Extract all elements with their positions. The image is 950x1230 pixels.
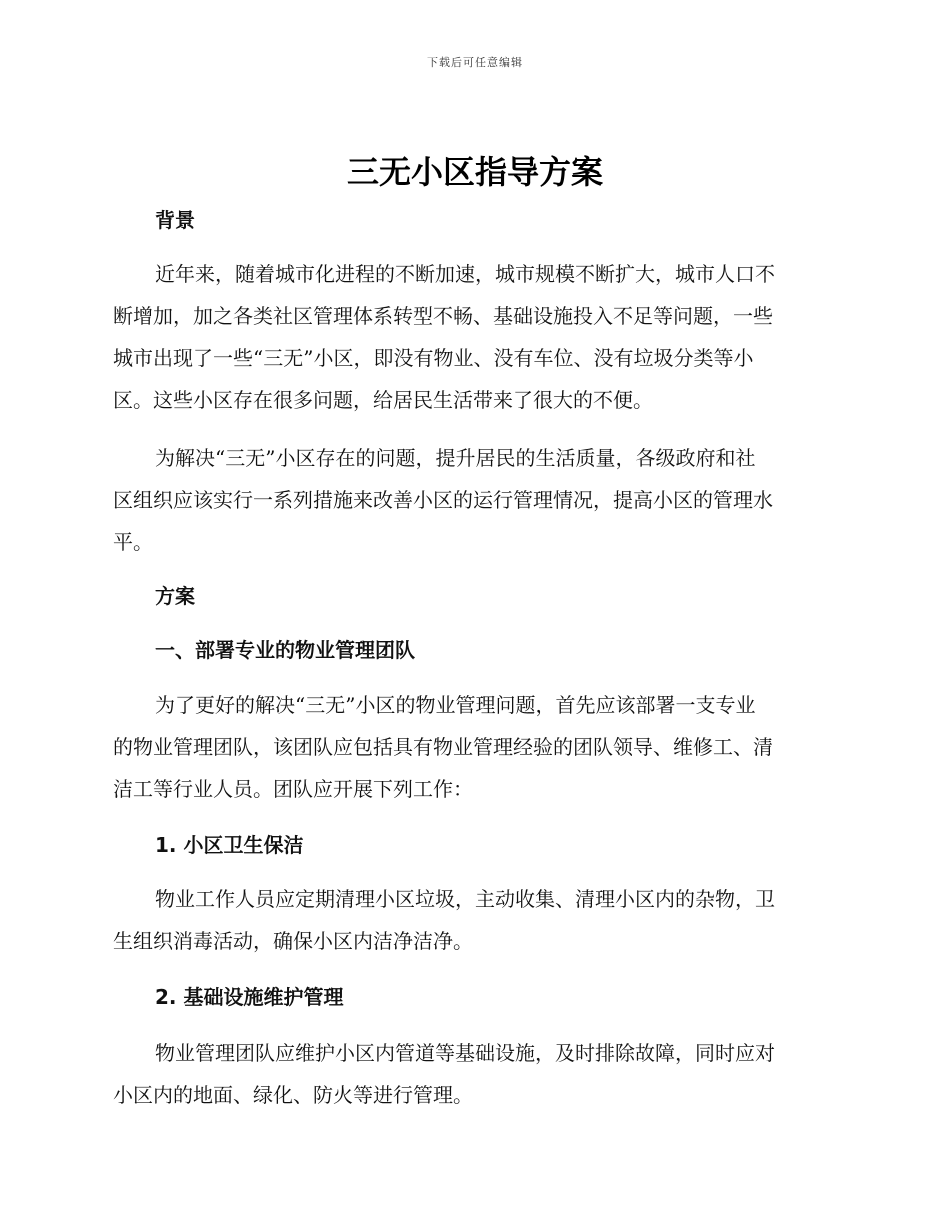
paragraph-line: 为了更好的解决“三无”小区的物业管理问题，首先应该部署一支专业 bbox=[155, 693, 756, 717]
paragraph-line: 物业工作人员应定期清理小区垃圾，主动收集、清理小区内的杂物，卫 bbox=[155, 887, 775, 911]
paragraph-line: 洁工等行业人员。团队应开展下列工作： bbox=[113, 777, 473, 801]
paragraph-line: 的物业管理团队，该团队应包括具有物业管理经验的团队领导、维修工、清 bbox=[113, 735, 773, 759]
document-title: 三无小区指导方案 bbox=[346, 153, 603, 191]
heading-item-2: 2. 基础设施维护管理 bbox=[155, 985, 344, 1009]
paragraph-line: 区组织应该实行一系列措施来改善小区的运行管理情况，提高小区的管理水 bbox=[113, 488, 773, 512]
paragraph-line: 物业管理团队应维护小区内管道等基础设施，及时排除故障，同时应对 bbox=[155, 1041, 775, 1065]
heading-plan: 方案 bbox=[155, 584, 195, 608]
paragraph-section-1 bbox=[113, 684, 828, 810]
page-header-note: 下载后可任意编辑 bbox=[427, 56, 523, 69]
heading-background: 背景 bbox=[155, 208, 195, 232]
paragraph-item-1 bbox=[113, 878, 828, 962]
paragraph-line: 断增加，加之各类社区管理体系转型不畅、基础设施投入不足等问题，一些 bbox=[113, 304, 773, 328]
paragraph-line: 平。 bbox=[113, 530, 153, 554]
paragraph-line: 城市出现了一些“三无”小区，即没有物业、没有车位、没有垃圾分类等小 bbox=[113, 346, 754, 370]
paragraph-line: 生组织消毒活动，确保小区内洁净洁净。 bbox=[113, 929, 473, 953]
heading-section-1: 一、部署专业的物业管理团队 bbox=[155, 638, 415, 662]
paragraph-line: 近年来，随着城市化进程的不断加速，城市规模不断扩大，城市人口不 bbox=[155, 262, 775, 286]
paragraph-item-2 bbox=[113, 1032, 828, 1116]
paragraph-background-1 bbox=[113, 253, 828, 421]
paragraph-line: 区。这些小区存在很多问题，给居民生活带来了很大的不便。 bbox=[113, 388, 653, 412]
heading-item-1: 1. 小区卫生保洁 bbox=[155, 833, 304, 857]
paragraph-background-2 bbox=[113, 437, 828, 563]
paragraph-line: 为解决“三无”小区存在的问题，提升居民的生活质量，各级政府和社 bbox=[155, 446, 756, 470]
paragraph-line: 小区内的地面、绿化、防火等进行管理。 bbox=[113, 1083, 473, 1107]
